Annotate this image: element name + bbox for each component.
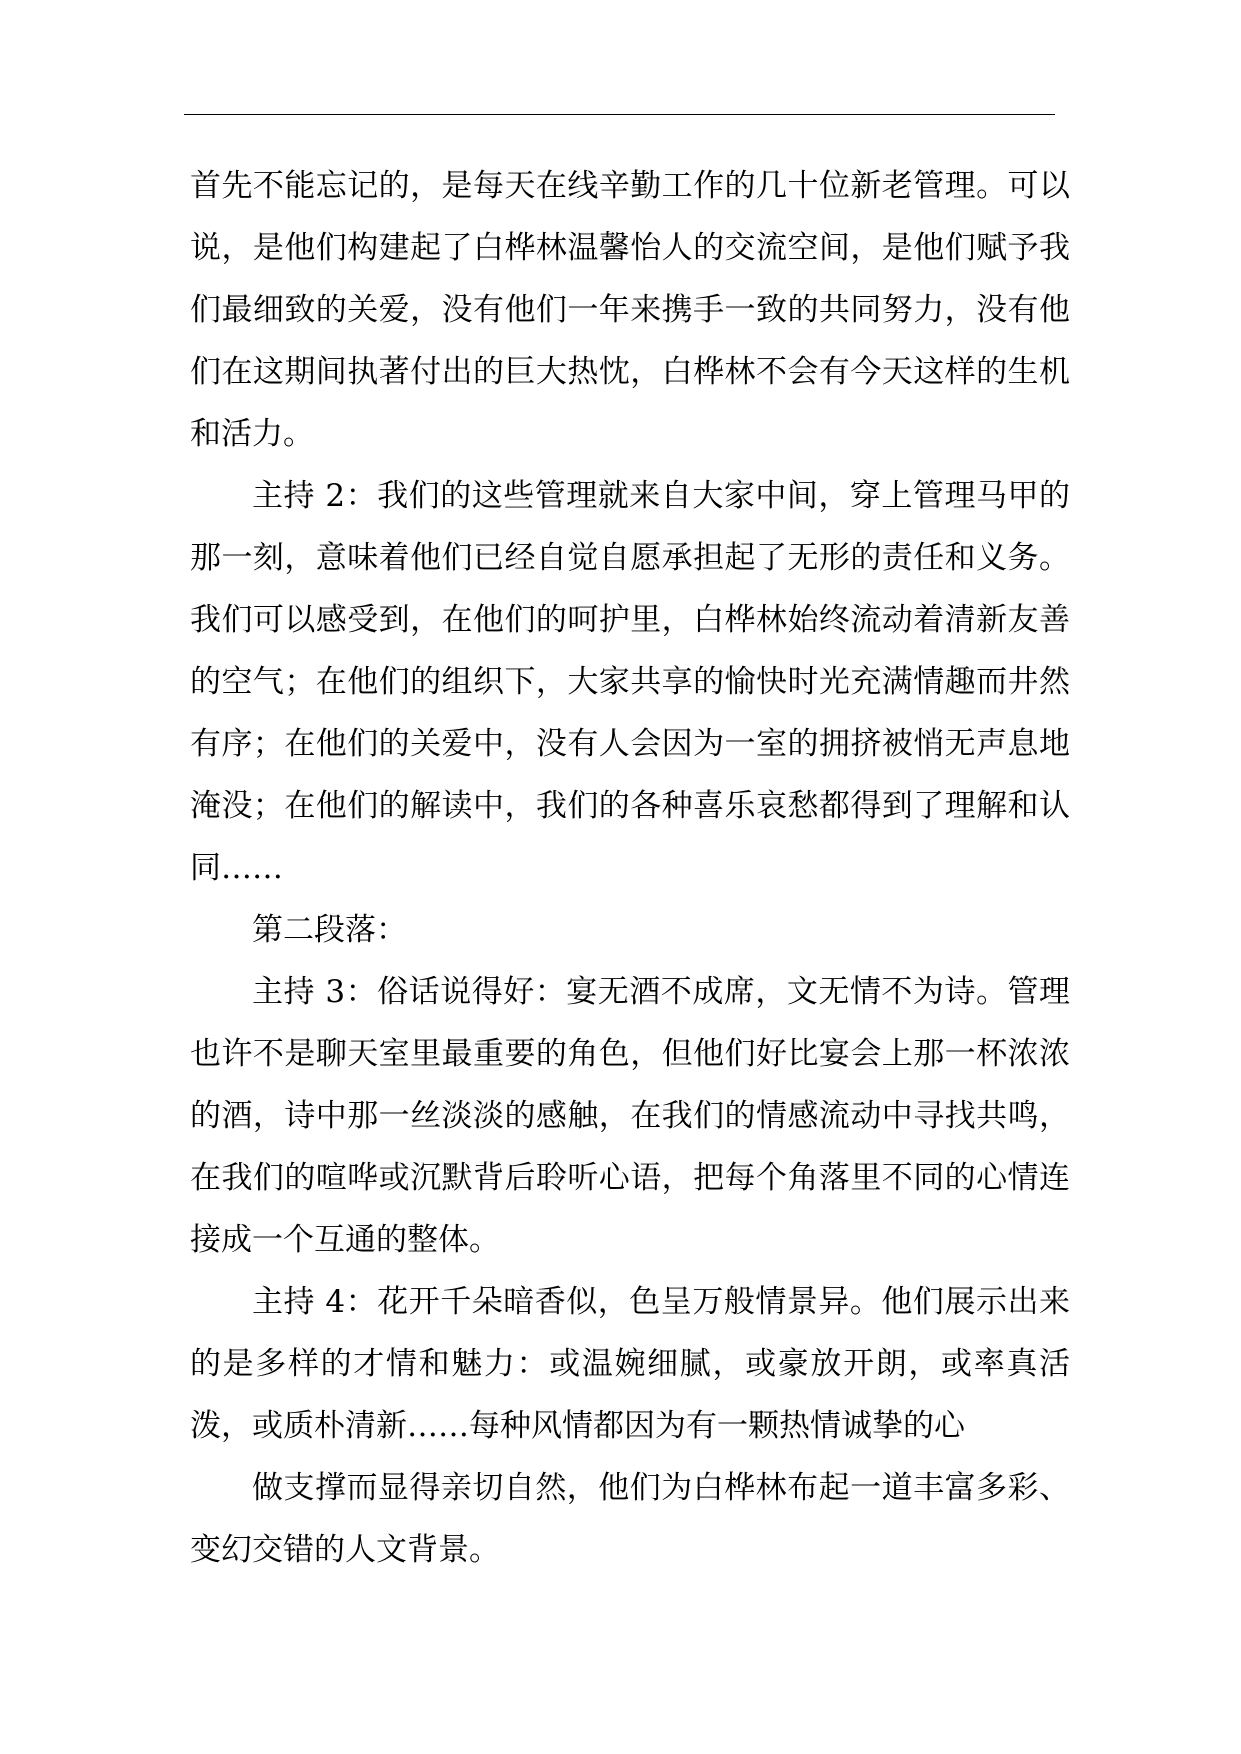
paragraph-3: 主持 3：俗话说得好：宴无酒不成席，文无情不为诗。管理也许不是聊天室里最重要的角色，但他们好比宴会上那一杯浓浓的酒，诗中那一丝淡淡的感触，在我们的情感流动中寻找共鸣，在我们的喧哗或沉默背后聆听心语，把每个角落里不同的心情连接成一个互通的整体。 [190, 974, 1070, 1258]
paragraph-1: 首先不能忘记的，是每天在线辛勤工作的几十位新老管理。可以说，是他们构建起了白桦林温馨怡人的交流空间，是他们赋予我们最细致的关爱，没有他们一年来携手一致的共同努力，没有他们在这期间执著付出的巨大热忱，白桦林不会有今天这样的生机和活力。 [190, 168, 1070, 452]
section-heading: 第二段落： [252, 912, 407, 948]
paragraph-5: 做支撑而显得亲切自然，他们为白桦林布起一道丰富多彩、变幻交错的人文背景。 [190, 1470, 1070, 1568]
paragraph-4: 主持 4：花开千朵暗香似，色呈万般情景异。他们展示出来的是多样的才情和魅力：或温婉细腻，或豪放开朗，或率真活泼，或质朴清新……每种风情都因为有一颗热情诚挚的心 [190, 1284, 1070, 1444]
document-body [190, 155, 1070, 1581]
paragraph-2: 主持 2：我们的这些管理就来自大家中间，穿上管理马甲的那一刻，意味着他们已经自觉自愿承担起了无形的责任和义务。我们可以感受到，在他们的呵护里，白桦林始终流动着清新友善的空气；在他们的组织下，大家共享的愉快时光充满情趣而井然有序；在他们的关爱中，没有人会因为一室的拥挤被悄无声息地淹没；在他们的解读中，我们的各种喜乐哀愁都得到了理解和认同…… [190, 478, 1070, 886]
header-rule [184, 114, 1055, 115]
